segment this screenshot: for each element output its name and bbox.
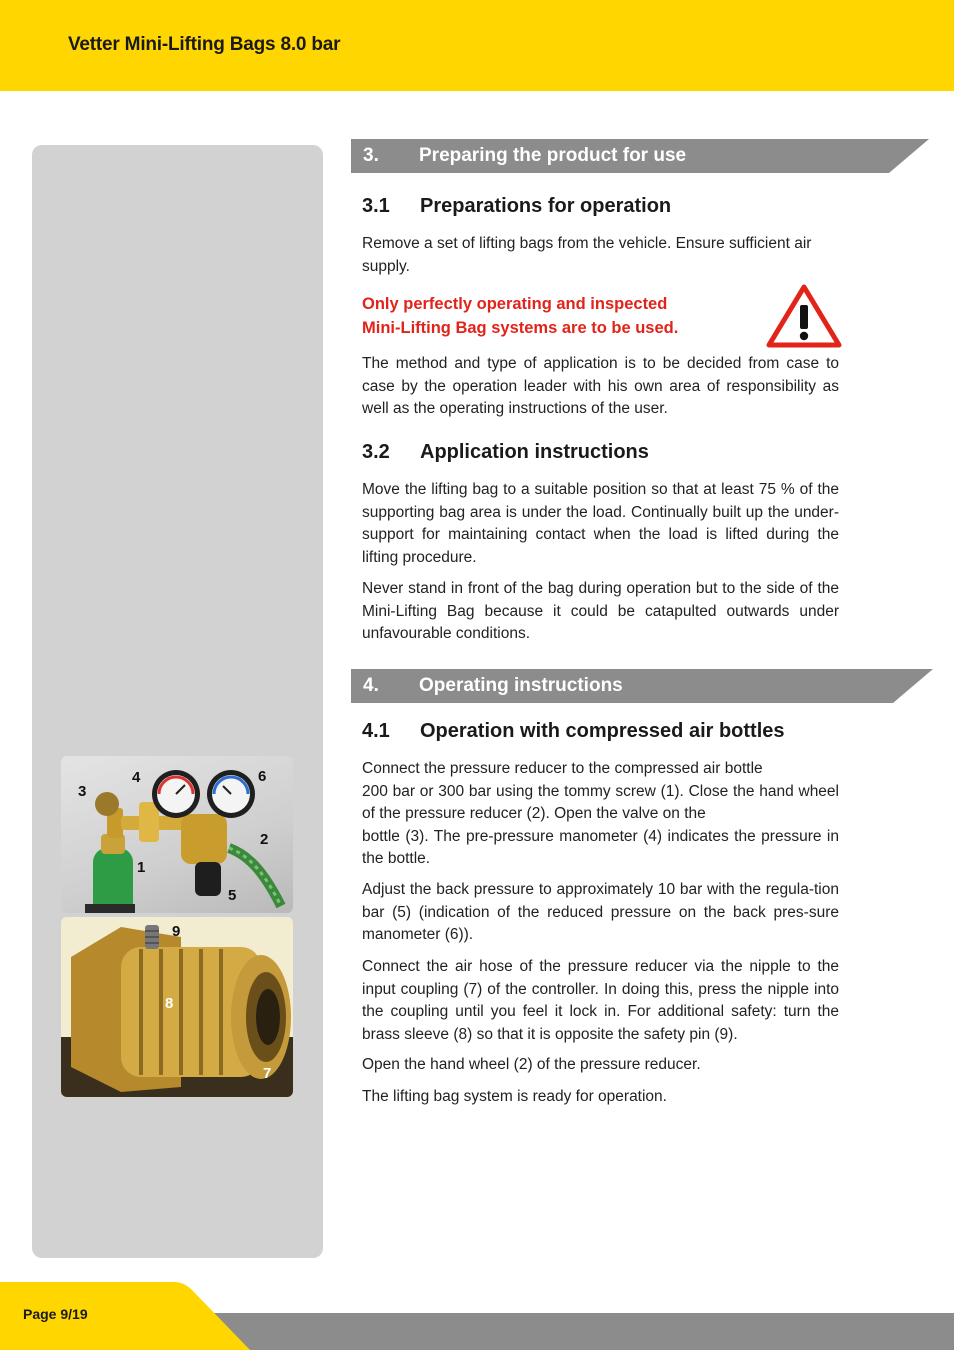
section-3-number: 3.: [363, 145, 379, 166]
callout-6: 6: [258, 768, 267, 785]
callout-7: 7: [263, 1065, 272, 1082]
subsection-number: 4.1: [362, 720, 390, 742]
warning-line: Mini-Lifting Bag systems are to be used.: [362, 319, 679, 337]
callout-3: 3: [78, 783, 87, 800]
subsection-title: Operation with compressed air bottles: [420, 720, 785, 742]
safety-warning: [362, 292, 752, 340]
paragraph: Adjust the back pressure to approximately 10 bar with the regula-tion bar (5) (indication of the reduced pressure on the back pres-sure manometer (6)).: [362, 881, 839, 944]
input-coupling-photo: [61, 917, 293, 1097]
paragraph: Open the hand wheel (2) of the pressure reducer.: [362, 1056, 701, 1073]
page-number: Page 9/19: [23, 1306, 88, 1322]
paragraph: The lifting bag system is ready for operation.: [362, 1088, 667, 1105]
page-header: [0, 0, 954, 91]
paragraph: Remove a set of lifting bags from the vehicle. Ensure sufficient air supply.: [362, 235, 812, 275]
subsection-3-2-heading: [362, 441, 649, 464]
section-3-title: Preparing the product for use: [419, 145, 687, 166]
section-4-heading: [351, 669, 933, 703]
warning-triangle-icon: [766, 283, 842, 354]
section-4-number: 4.: [363, 675, 379, 696]
subsection-4-1-heading: [362, 720, 785, 743]
paragraph-line: bottle (3). The pre-pressure manometer (4) indicates the pressure in the bottle.: [362, 827, 839, 868]
paragraph: Move the lifting bag to a suitable position so that at least 75 % of the supporting bag area is under the load. Continually built up the under-support for maintaining contact when the load is lifted during the lifting procedure.: [362, 481, 839, 566]
paragraph: The method and type of application is to be decided from case to case by the operation leader with his own area of responsibility as well as the operating instructions of the user.: [362, 355, 839, 418]
subsection-number: 3.2: [362, 441, 390, 463]
paragraph: [362, 758, 839, 871]
paragraph-line: Connect the pressure reducer to the compressed air bottle: [362, 760, 763, 777]
subsection-3-1-heading: [362, 195, 671, 218]
subsection-title: Application instructions: [420, 441, 649, 463]
callout-1: 1: [137, 859, 146, 876]
callout-5: 5: [228, 887, 237, 904]
callout-4: 4: [132, 769, 141, 786]
callout-2: 2: [260, 831, 269, 848]
callout-8: 8: [165, 995, 174, 1012]
callout-9: 9: [172, 923, 181, 940]
pressure-reducer-photo: [61, 756, 293, 913]
subsection-title: Preparations for operation: [420, 195, 672, 217]
paragraph: Never stand in front of the bag during operation but to the side of the Mini-Lifting Bag because it could be catapulted outwards under unfavourable conditions.: [362, 580, 839, 643]
paragraph: Connect the air hose of the pressure reducer via the nipple to the input coupling (7) of the controller. In doing this, press the nipple into the coupling until you feel it lock in. For additional safety: turn the brass sleeve (8) so that it is opposite the safety pin (9).: [362, 958, 839, 1043]
section-3-heading: [351, 139, 929, 173]
subsection-number: 3.1: [362, 195, 390, 217]
warning-line: Only perfectly operating and inspected: [362, 295, 668, 313]
section-4-title: Operating instructions: [419, 675, 623, 696]
paragraph-line: 200 bar or 300 bar using the tommy screw (1). Close the hand wheel of the pressure reducer (2). Open the valve on the: [362, 782, 839, 823]
document-title: Vetter Mini-Lifting Bags 8.0 bar: [68, 34, 341, 55]
